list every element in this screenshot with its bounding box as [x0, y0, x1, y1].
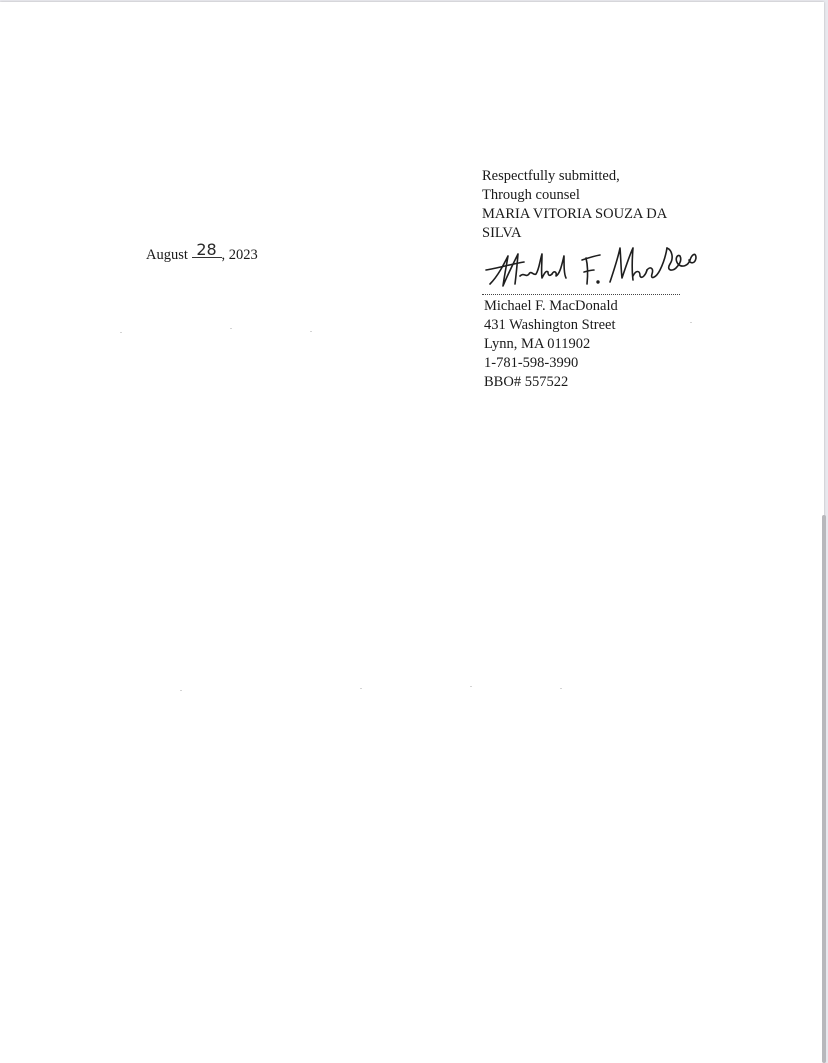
- vertical-scrollbar[interactable]: [822, 515, 826, 1063]
- attorney-bbo: BBO# 557522: [484, 374, 569, 390]
- scan-speck: [360, 688, 362, 689]
- signature-date: [146, 240, 258, 264]
- date-day-handwritten: 28: [192, 243, 222, 258]
- client-name: MARIA VITORIA SOUZA DA SILVA: [482, 206, 667, 241]
- attorney-name: Michael F. MacDonald: [484, 298, 618, 314]
- handwritten-signature: [484, 240, 699, 296]
- scan-speck: [120, 332, 122, 333]
- closing-line: Respectfully submitted,: [482, 168, 620, 184]
- attorney-city: Lynn, MA 011902: [484, 336, 591, 352]
- signature-block: [484, 297, 704, 392]
- scan-speck: [310, 331, 312, 332]
- counsel-line: Through counsel: [482, 187, 580, 203]
- scan-speck: [180, 690, 182, 691]
- date-month: August: [146, 247, 188, 263]
- closing-block: [482, 167, 702, 243]
- scan-speck: [230, 328, 232, 329]
- attorney-phone: 1-781-598-3990: [484, 355, 579, 371]
- scan-speck: [470, 686, 472, 687]
- date-year: , 2023: [221, 247, 258, 263]
- attorney-street: 431 Washington Street: [484, 317, 616, 333]
- signature-line: [482, 294, 680, 295]
- document-page: [0, 2, 824, 1063]
- scan-speck: [560, 688, 562, 689]
